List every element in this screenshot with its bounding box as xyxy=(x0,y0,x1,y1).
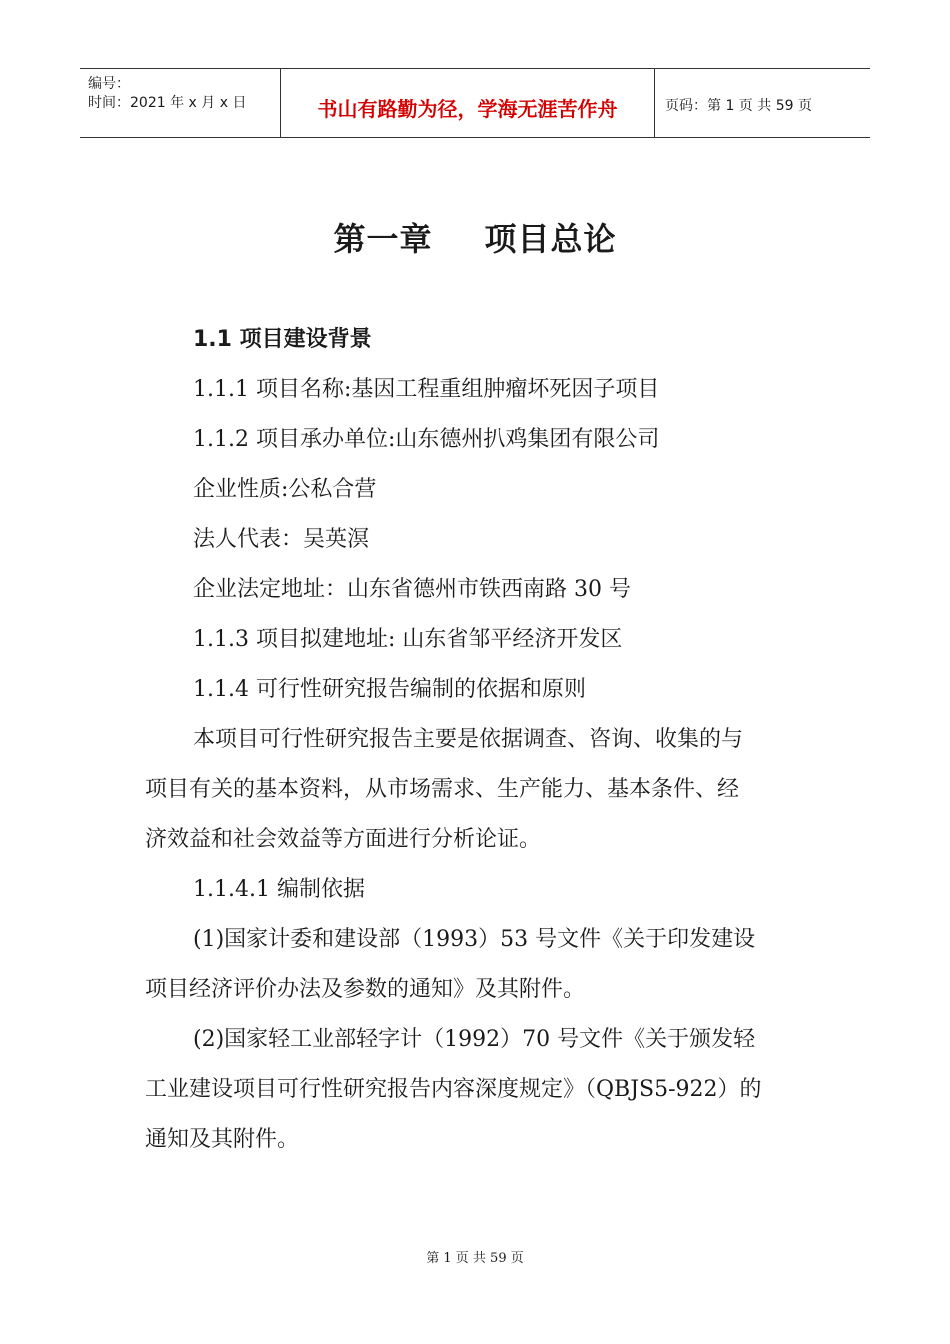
paragraph-3-line-2: 工业建设项目可行性研究报告内容深度规定》（QBJS5-922）的 xyxy=(145,1077,762,1102)
paragraph-2-line-2: 项目经济评价办法及参数的通知》及其附件。 xyxy=(145,977,586,1002)
paragraph-1-line-3: 济效益和社会效益等方面进行分析论证。 xyxy=(145,827,542,852)
item-1-1-3: 1.1.3 项目拟建地址: 山东省邹平经济开发区 xyxy=(193,627,623,652)
chapter-number: 第一章 xyxy=(333,220,433,258)
enterprise-type: 企业性质:公私合营 xyxy=(193,477,377,502)
paragraph-1-line-1: 本项目可行性研究报告主要是依据调查、咨询、收集的与 xyxy=(193,727,744,752)
header-page-info: 页码：第 1 页 共 59 页 xyxy=(665,98,812,114)
header-motto-cell xyxy=(281,69,655,137)
header-page-cell xyxy=(655,69,870,137)
chapter-heading xyxy=(0,214,950,260)
section-heading-1-1: 1.1 项目建设背景 xyxy=(193,327,372,352)
legal-address: 企业法定地址：山东省德州市铁西南路 30 号 xyxy=(193,577,631,602)
chapter-title: 项目总论 xyxy=(484,220,617,258)
header-motto: 书山有路勤为径，学海无涯苦作舟 xyxy=(317,97,618,121)
document-time-label: 时间：2021 年 x 月 x 日 xyxy=(88,95,247,111)
header-meta-cell xyxy=(80,69,281,137)
item-1-1-4: 1.1.4 可行性研究报告编制的依据和原则 xyxy=(193,677,586,702)
document-number-label: 编号： xyxy=(88,76,130,92)
legal-representative: 法人代表：吴英溟 xyxy=(193,527,370,552)
item-1-1-2: 1.1.2 项目承办单位:山东德州扒鸡集团有限公司 xyxy=(193,427,660,452)
item-1-1-1: 1.1.1 项目名称:基因工程重组肿瘤坏死因子项目 xyxy=(193,377,660,402)
page-footer: 第 1 页 共 59 页 xyxy=(426,1251,524,1266)
page-header xyxy=(80,68,870,138)
paragraph-1-line-2: 项目有关的基本资料，从市场需求、生产能力、基本条件、经 xyxy=(145,777,740,802)
paragraph-3-line-1: (2)国家轻工业部轻字计（1992）70 号文件《关于颁发轻 xyxy=(193,1027,756,1052)
paragraph-3-line-3: 通知及其附件。 xyxy=(145,1127,300,1152)
paragraph-2-line-1: (1)国家计委和建设部（1993）53 号文件《关于印发建设 xyxy=(193,927,756,952)
item-1-1-4-1: 1.1.4.1 编制依据 xyxy=(193,877,365,902)
